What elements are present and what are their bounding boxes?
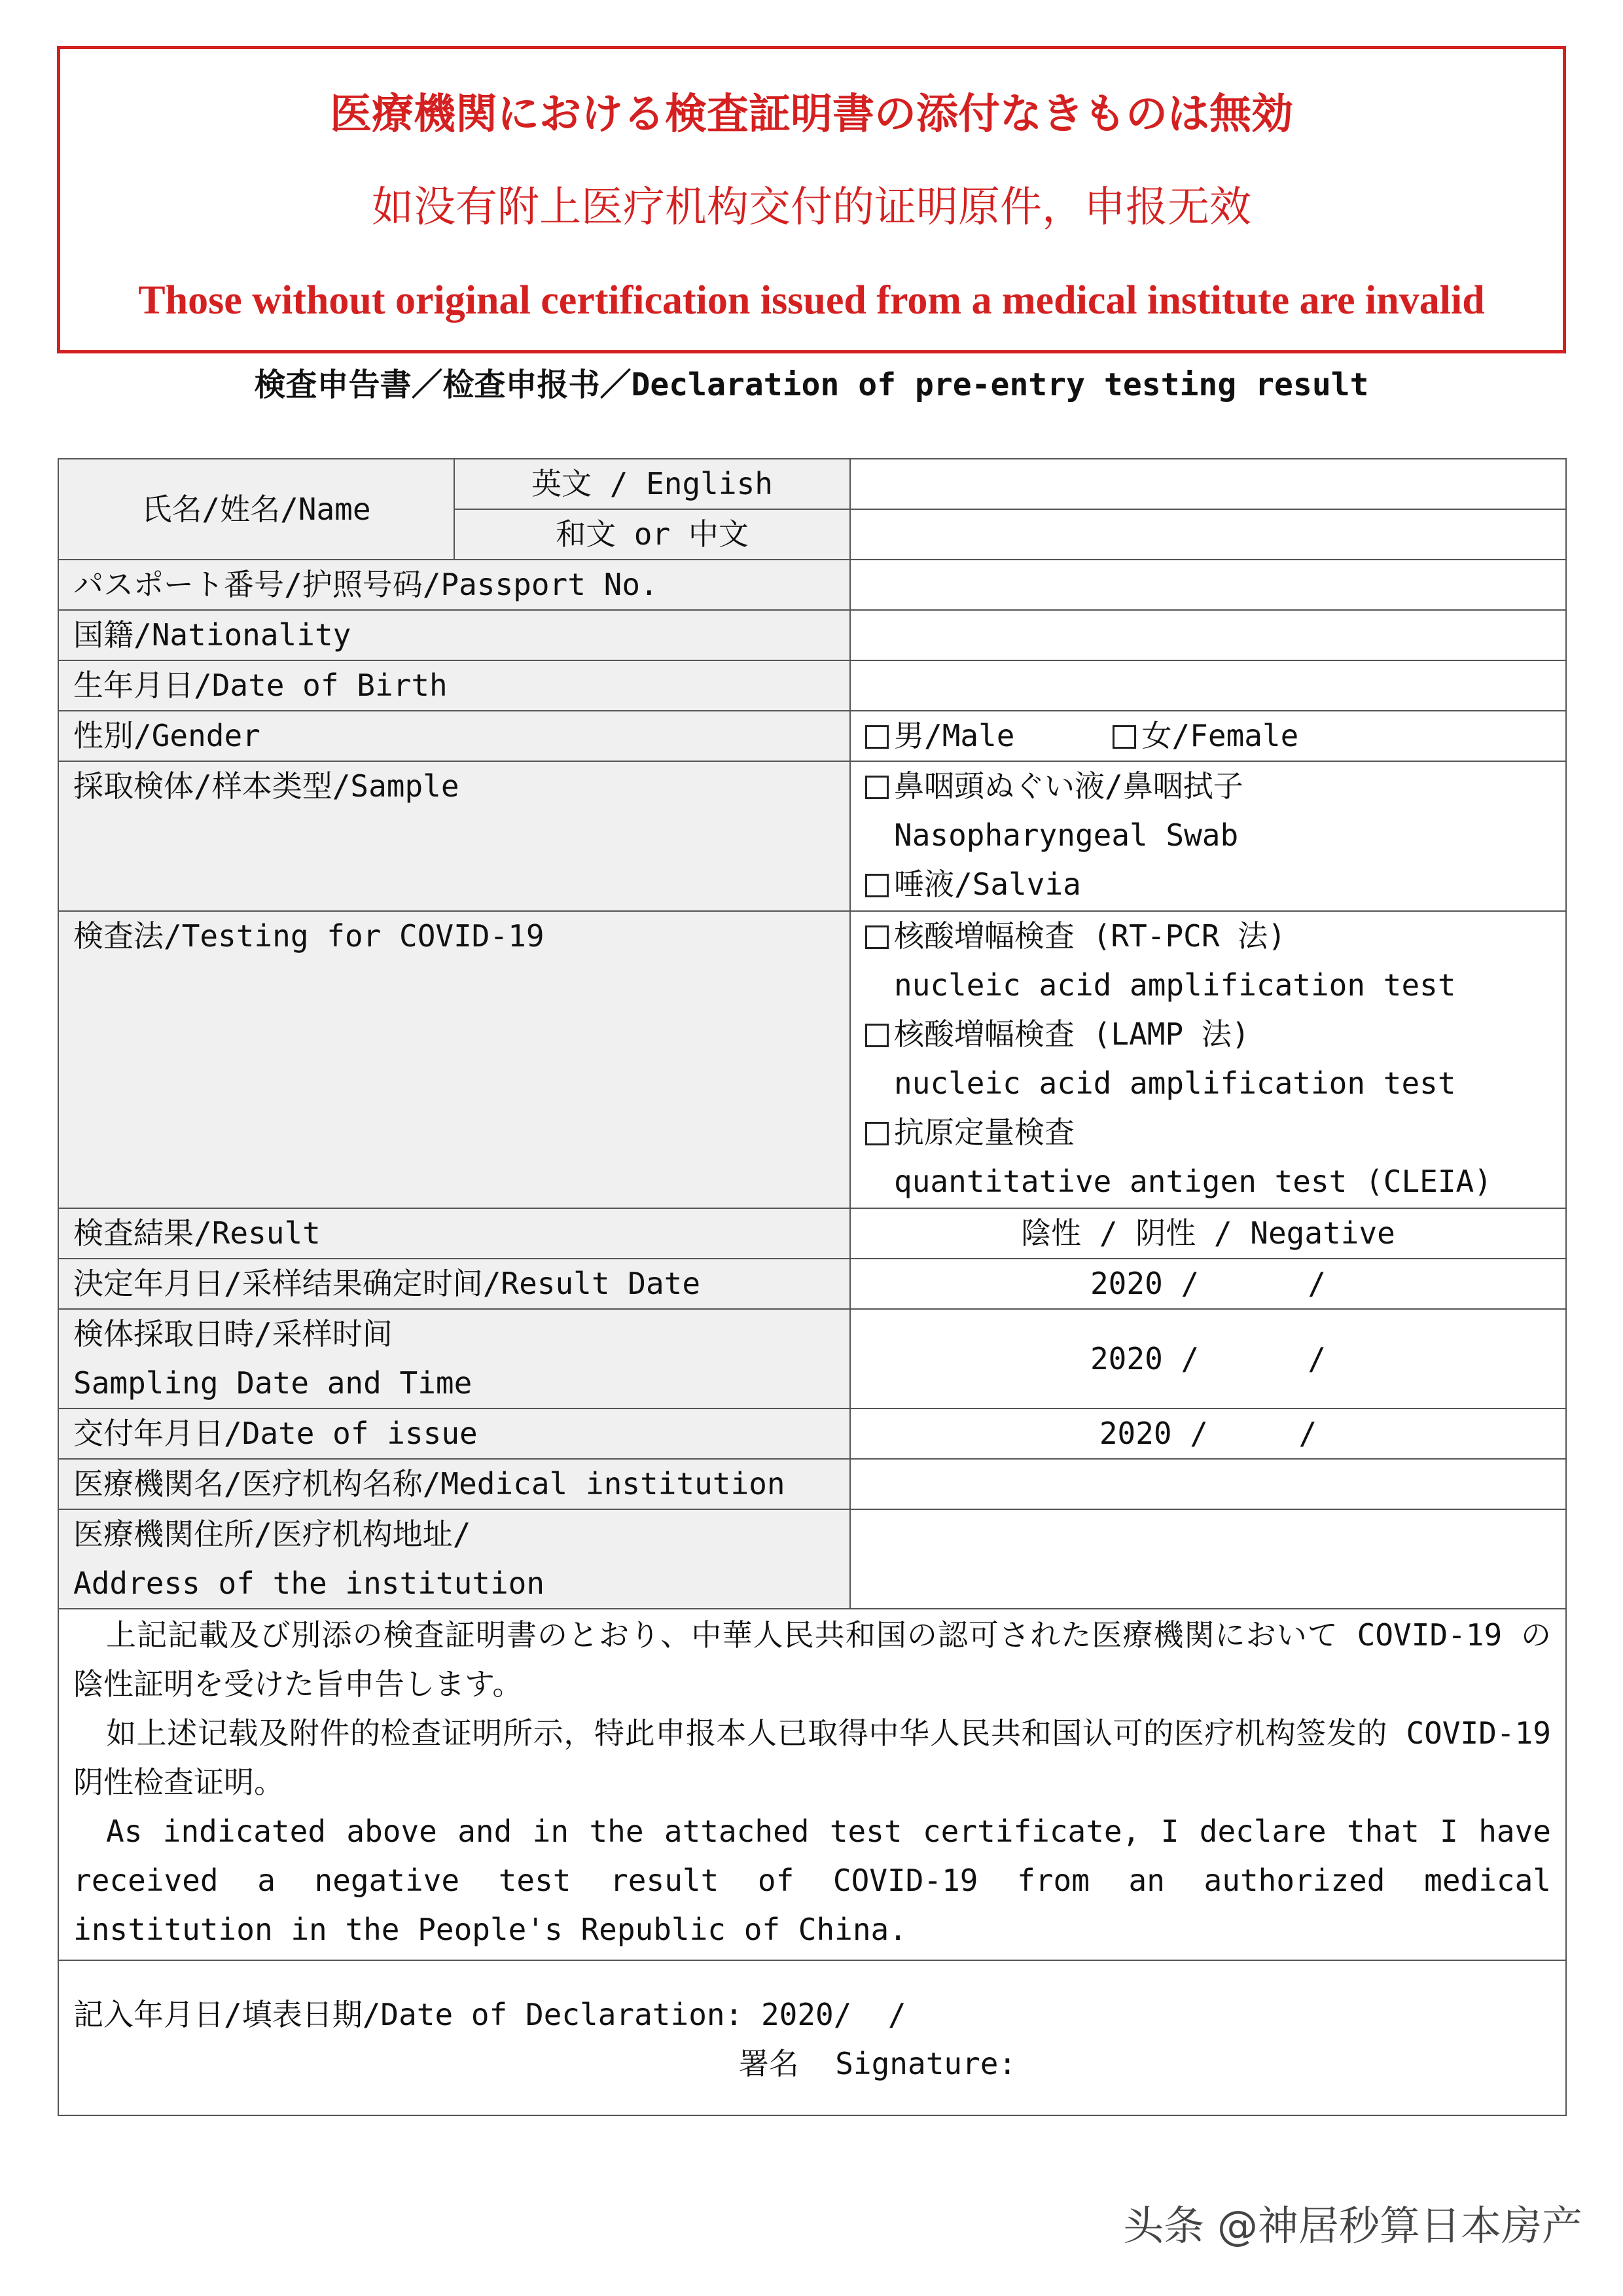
declaration-date[interactable]: 記入年月日/填表日期/Date of Declaration: 2020/ / bbox=[73, 1997, 906, 2032]
declaration-form bbox=[58, 458, 1567, 2116]
declaration-zh: 如上述记载及附件的检查证明所示，特此申报本人已取得中华人民共和国认可的医疗机构签发的 COVID-19 阴性检查证明。 bbox=[73, 1715, 1551, 1800]
warning-english: Those without original certification issued from a medical institute are invalid bbox=[138, 278, 1485, 323]
testing-options bbox=[850, 911, 1566, 1208]
result-date-field[interactable]: 2020 / / bbox=[850, 1259, 1566, 1309]
sampling-label-en: Sampling Date and Time bbox=[73, 1365, 473, 1401]
dob-field[interactable] bbox=[850, 660, 1566, 711]
row-dob bbox=[58, 660, 1566, 711]
rt-pcr-label-en: nucleic acid amplification test bbox=[894, 967, 1456, 1003]
address-label-en: Address of the institution bbox=[73, 1566, 545, 1601]
declaration-text bbox=[58, 1609, 1566, 1960]
antigen-label: 抗原定量検査 bbox=[894, 1115, 1075, 1150]
rt-pcr-label: 核酸増幅検査 (RT-PCR 法) bbox=[894, 918, 1286, 954]
signature-label[interactable]: 署名 Signature: bbox=[738, 2046, 1017, 2081]
row-issue-date bbox=[58, 1408, 1566, 1459]
row-declaration bbox=[58, 1609, 1566, 1960]
institution-field[interactable] bbox=[850, 1459, 1566, 1509]
issue-date-field[interactable]: 2020 / / bbox=[850, 1408, 1566, 1459]
address-field[interactable] bbox=[850, 1509, 1566, 1609]
name-label: 氏名/姓名/Name bbox=[58, 459, 454, 560]
lamp-label-en: nucleic acid amplification test bbox=[894, 1066, 1456, 1101]
row-name-english bbox=[58, 459, 1566, 509]
nationality-field[interactable] bbox=[850, 610, 1566, 660]
sample-options bbox=[850, 761, 1566, 911]
row-passport bbox=[58, 560, 1566, 610]
result-label: 検査結果/Result bbox=[58, 1208, 850, 1259]
row-nationality bbox=[58, 610, 1566, 660]
nasopharyngeal-label: 鼻咽頭ぬぐい液/鼻咽拭子 bbox=[894, 768, 1243, 804]
watermark: 头条 @神居秒算日本房产 bbox=[1123, 2202, 1582, 2250]
document-title: 検査申告書／检查申报书／Declaration of pre-entry testing result bbox=[254, 367, 1369, 403]
saliva-label: 唾液/Salvia bbox=[894, 867, 1081, 902]
rt-pcr-checkbox[interactable] bbox=[865, 925, 889, 949]
row-institution bbox=[58, 1459, 1566, 1509]
result-value: 陰性 / 阴性 / Negative bbox=[850, 1208, 1566, 1259]
antigen-checkbox[interactable] bbox=[865, 1122, 889, 1145]
result-date-label: 決定年月日/采样结果确定时间/Result Date bbox=[58, 1259, 850, 1309]
testing-label: 検査法/Testing for COVID-19 bbox=[58, 911, 850, 1208]
name-native-label: 和文 or 中文 bbox=[454, 509, 850, 560]
address-label-ja: 医療機関住所/医疗机构地址/ bbox=[73, 1516, 471, 1552]
lamp-label: 核酸増幅検査 (LAMP 法) bbox=[894, 1016, 1250, 1052]
row-result-date bbox=[58, 1259, 1566, 1309]
row-gender bbox=[58, 711, 1566, 761]
declaration-ja: 上記記載及び別添の検査証明書のとおり、中華人民共和国の認可された医療機関において COVID-19 の陰性証明を受けた旨申告します。 bbox=[73, 1617, 1551, 1702]
row-address bbox=[58, 1509, 1566, 1609]
antigen-label-en: quantitative antigen test (CLEIA) bbox=[894, 1164, 1492, 1199]
gender-label: 性別/Gender bbox=[58, 711, 850, 761]
male-label: 男/Male bbox=[894, 718, 1015, 753]
warning-chinese: 如没有附上医疗机构交付的证明原件，申报无效 bbox=[372, 183, 1251, 232]
gender-field bbox=[850, 711, 1566, 761]
sampling-label-ja: 検体採取日時/采样时间 bbox=[73, 1316, 393, 1352]
sampling-field[interactable]: 2020 / / bbox=[850, 1309, 1566, 1408]
row-sampling bbox=[58, 1309, 1566, 1408]
dob-label: 生年月日/Date of Birth bbox=[58, 660, 850, 711]
female-label: 女/Female bbox=[1141, 718, 1299, 753]
name-english-field[interactable] bbox=[850, 459, 1566, 509]
passport-label: パスポート番号/护照号码/Passport No. bbox=[58, 560, 850, 610]
address-label bbox=[58, 1509, 850, 1609]
male-checkbox[interactable] bbox=[865, 725, 889, 749]
nationality-label: 国籍/Nationality bbox=[58, 610, 850, 660]
issue-date-label: 交付年月日/Date of issue bbox=[58, 1408, 850, 1459]
nasopharyngeal-label-en: Nasopharyngeal Swab bbox=[894, 817, 1239, 853]
row-sample bbox=[58, 761, 1566, 911]
lamp-checkbox[interactable] bbox=[865, 1024, 889, 1047]
female-checkbox[interactable] bbox=[1113, 725, 1136, 749]
row-signature bbox=[58, 1960, 1566, 2115]
warning-japanese: 医療機関における検査証明書の添付なきものは無効 bbox=[330, 90, 1293, 139]
name-english-label: 英文 / English bbox=[454, 459, 850, 509]
institution-label: 医療機関名/医疗机构名称/Medical institution bbox=[58, 1459, 850, 1509]
row-testing bbox=[58, 911, 1566, 1208]
signature-section bbox=[58, 1960, 1566, 2115]
saliva-checkbox[interactable] bbox=[865, 874, 889, 897]
nasopharyngeal-checkbox[interactable] bbox=[865, 776, 889, 799]
name-native-field[interactable] bbox=[850, 509, 1566, 560]
declaration-en: As indicated above and in the attached test certificate, I declare that I have received a negative test result of COVID-19 from an authorized medical institution in the People's Republic of China. bbox=[73, 1814, 1551, 1947]
sampling-label bbox=[58, 1309, 850, 1408]
sample-label: 採取検体/样本类型/Sample bbox=[58, 761, 850, 911]
row-result bbox=[58, 1208, 1566, 1259]
passport-field[interactable] bbox=[850, 560, 1566, 610]
warning-box bbox=[57, 46, 1566, 353]
